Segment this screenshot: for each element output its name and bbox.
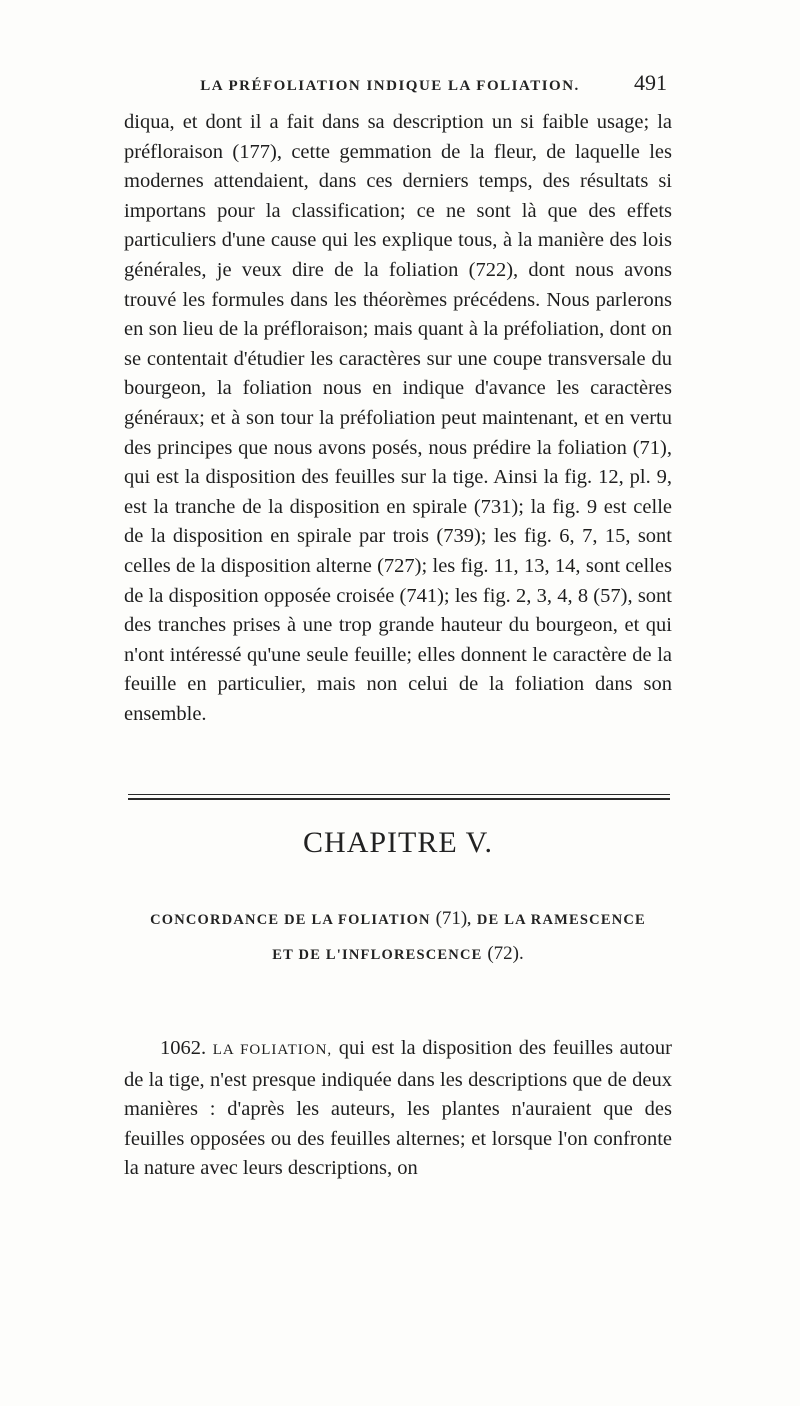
heading-ref-71: (71) xyxy=(435,908,468,929)
paragraph-number: 1062. xyxy=(160,1037,207,1059)
chapter-heading xyxy=(124,902,672,972)
running-header: LA PRÉFOLIATION INDIQUE LA FOLIATION. xyxy=(200,78,580,94)
chapter-title: CHAPITRE V. xyxy=(303,826,493,859)
heading-text-c: ET DE L'INFLORESCENCE xyxy=(272,947,483,963)
page-number: 491 xyxy=(634,70,667,95)
chapter-heading-line-1 xyxy=(124,902,672,937)
paragraph-foliation-prefoliation: diqua, et dont il a fait dans sa description un si faible usage; la préfloraison (177), cette gemmation de la fleur, de laquelle les modernes attendaient, dans ces derniers temps, des résultats si importans pour la classification; ce ne sont là que des effets particuliers d'une cause qui les explique tous, à la manière des lois générales, je veux dire de la foliation (722), dont nous avons trouvé les formules dans les théorèmes précédens. Nous parlerons en son lieu de la préfloraison; mais quant à la préfoliation, dont on se contentait d'étudier les caractères sur une coupe transversale du bourgeon, la foliation nous en indique d'avance les caractères généraux; et à son tour la préfoliation peut maintenant, et en vertu des principes que nous avons posés, nous prédire la foliation (71), qui est la disposition des feuilles sur la tige. Ainsi la fig. 12, pl. 9, est la tranche de la disposition en spirale (731); la fig. 9 est celle de la disposition en spirale par trois (739); les fig. 6, 7, 15, sont celles de la disposition alterne (727); les fig. 11, 13, 14, sont celles de la disposition opposée croisée (741); les fig. 2, 3, 4, 8 (57), sont des tranches prises à une trop grande hauteur du bourgeon, et qui n'ont intéressé qu'une seule feuille; elles donnent le caractère de la feuille en particulier, mais non celui de la foliation dans son ensemble. xyxy=(124,111,672,725)
paragraph-1062 xyxy=(124,1034,672,1184)
heading-text-a: CONCORDANCE DE LA FOLIATION xyxy=(150,912,431,928)
section-divider-thick xyxy=(128,798,670,800)
heading-ref-72: (72). xyxy=(487,943,524,964)
chapter-heading-line-2 xyxy=(124,937,672,972)
section-divider-thin xyxy=(128,794,670,795)
paragraph-lead: LA FOLIATION, xyxy=(212,1042,333,1058)
paragraph-text: qui est la disposition des feuilles autour de la tige, n'est presque indiquée dans les descriptions que de deux manières : d'après les auteurs, les plantes n'auraient que des feuilles opposées ou des feuilles alternes; et lorsque l'on confronte la nature avec leurs descriptions, on xyxy=(124,1037,672,1180)
heading-text-b: , DE LA RAMESCENCE xyxy=(467,912,646,928)
